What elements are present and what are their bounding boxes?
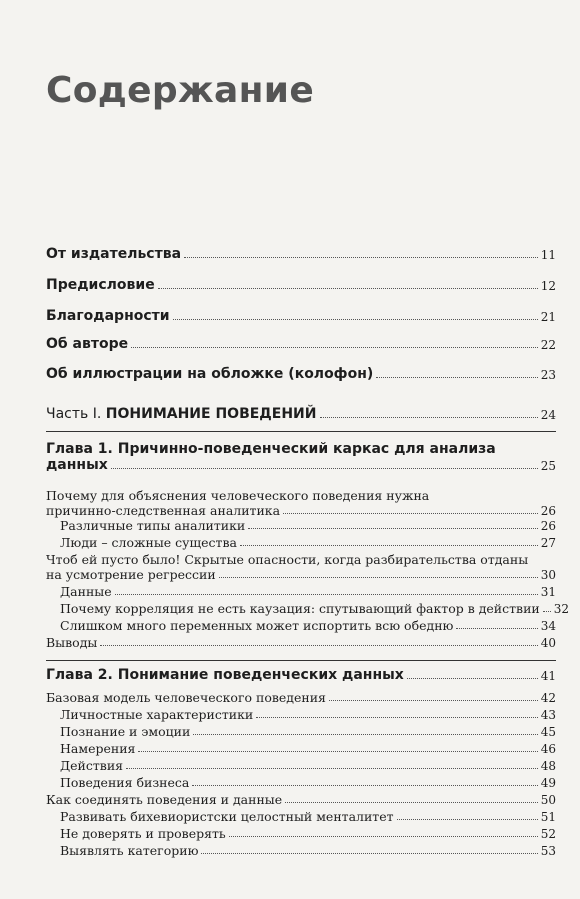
- subsection-title: Личностные характеристики: [60, 707, 254, 722]
- toc-part-title: [46, 406, 317, 422]
- toc-entry-page: 24: [540, 408, 556, 422]
- toc-subsection-business-behaviors[interactable]: [60, 775, 556, 790]
- leader-dots: [240, 545, 538, 546]
- toc-subsection-complex-beings[interactable]: [60, 535, 556, 550]
- toc-section-conclusions[interactable]: [46, 635, 556, 650]
- toc-subsection-verify[interactable]: [60, 826, 556, 841]
- toc-subsection-analytics-types[interactable]: [60, 518, 556, 533]
- section-title: Базовая модель человеческого поведения: [46, 690, 326, 705]
- subsection-title: Люди – сложные существа: [60, 535, 237, 550]
- leader-dots: [543, 611, 551, 612]
- subsection-title: Намерения: [60, 741, 136, 756]
- subsection-title: Выявлять категорию: [60, 843, 199, 858]
- subsection-title: Развивать бихевиористски целостный менталитет: [60, 809, 394, 824]
- toc-entry-title: Благодарности: [46, 308, 170, 324]
- leader-dots: [184, 257, 538, 258]
- leader-dots: [256, 717, 537, 718]
- leader-dots: [285, 802, 538, 803]
- toc-entry-page: 12: [540, 279, 556, 293]
- chapter-title: Глава 2. Понимание поведенческих данных: [46, 667, 404, 683]
- toc-entry-page: 40: [540, 636, 556, 650]
- toc-chapter-2[interactable]: [46, 667, 556, 683]
- toc-subsection-cognition[interactable]: [60, 724, 556, 739]
- leader-dots: [131, 347, 538, 348]
- toc-entry-page: 30: [540, 568, 556, 582]
- section-title: Как соединять поведения и данные: [46, 792, 283, 807]
- toc-subsection-intentions[interactable]: [60, 741, 556, 756]
- toc-subsection-category[interactable]: [60, 843, 556, 858]
- section-title-line1: Чтоб ей пусто было! Скрытые опасности, когда разбирательства отданы: [46, 552, 529, 567]
- leader-dots: [320, 417, 538, 418]
- part-prefix: Часть I.: [46, 406, 106, 422]
- toc-entry-page: 46: [540, 742, 556, 756]
- toc-entry-title: От издательства: [46, 246, 182, 262]
- toc-entry-page: 21: [540, 310, 556, 324]
- subsection-title: Почему корреляция не есть каузация: спутывающий фактор в действии: [60, 601, 540, 616]
- toc-entry-page: 31: [540, 585, 556, 599]
- toc-subsection-too-many-variables[interactable]: [60, 618, 556, 633]
- leader-dots: [456, 628, 537, 629]
- section-title-line1: Почему для объяснения человеческого поведения нужна: [46, 488, 430, 503]
- subsection-title: Слишком много переменных может испортить всю обедню: [60, 618, 454, 633]
- leader-dots: [229, 836, 538, 837]
- leader-dots: [158, 288, 538, 289]
- subsection-title: Различные типы аналитики: [60, 518, 246, 533]
- toc-entry-page: 43: [540, 708, 556, 722]
- toc-chapter-1[interactable]: [46, 441, 556, 473]
- toc-subsection-mindset[interactable]: [60, 809, 556, 824]
- leader-dots: [111, 468, 538, 469]
- toc-subsection-personality[interactable]: [60, 707, 556, 722]
- toc-entry-page: 26: [540, 504, 556, 518]
- toc-entry-page: 25: [540, 459, 556, 473]
- chapter-title-line1: Глава 1. Причинно-поведенческий каркас для анализа: [46, 441, 496, 457]
- toc-entry-page: 53: [540, 844, 556, 858]
- subsection-title: Познание и эмоции: [60, 724, 191, 739]
- toc-subsection-correlation[interactable]: [60, 601, 570, 616]
- toc-entry-page: 52: [540, 827, 556, 841]
- leader-dots: [115, 594, 538, 595]
- toc-entry-page: 23: [540, 368, 556, 382]
- toc-section-regression-dangers[interactable]: [46, 552, 556, 582]
- toc-entry-about-author[interactable]: [46, 336, 556, 352]
- leader-dots: [219, 577, 538, 578]
- toc-section-connect-behaviors[interactable]: [46, 792, 556, 807]
- leader-dots: [126, 768, 538, 769]
- leader-dots: [173, 319, 538, 320]
- toc-entry-preface[interactable]: [46, 277, 556, 293]
- toc-entry-page: 49: [540, 776, 556, 790]
- leader-dots: [283, 513, 538, 514]
- section-title-line2: причинно-следственная аналитика: [46, 503, 281, 518]
- leader-dots: [138, 751, 537, 752]
- toc-section-causal-analytics[interactable]: [46, 488, 556, 518]
- section-title: Выводы: [46, 635, 98, 650]
- section-title-line2: на усмотрение регрессии: [46, 567, 216, 582]
- toc-entry-page: 22: [540, 338, 556, 352]
- toc-entry-page: 42: [540, 691, 556, 705]
- part-name: ПОНИМАНИЕ ПОВЕДЕНИЙ: [105, 406, 317, 422]
- leader-dots: [329, 700, 538, 701]
- toc-entry-page: 27: [540, 536, 556, 550]
- toc-entry-acknowledgements[interactable]: [46, 308, 556, 324]
- page-title: Содержание: [46, 70, 315, 111]
- toc-entry-page: 11: [540, 248, 556, 262]
- toc-part-1[interactable]: [46, 406, 556, 422]
- toc-entry-page: 45: [540, 725, 556, 739]
- toc-entry-publisher[interactable]: [46, 246, 556, 262]
- leader-dots: [192, 785, 537, 786]
- subsection-title: Данные: [60, 584, 112, 599]
- leader-dots: [407, 678, 538, 679]
- leader-dots: [100, 645, 537, 646]
- toc-entry-colophon[interactable]: [46, 366, 556, 382]
- leader-dots: [248, 528, 537, 529]
- leader-dots: [193, 734, 537, 735]
- part-divider-rule: [46, 431, 556, 432]
- toc-entry-title: Об иллюстрации на обложке (колофон): [46, 366, 374, 382]
- subsection-title: Не доверять и проверять: [60, 826, 226, 841]
- toc-subsection-actions[interactable]: [60, 758, 556, 773]
- leader-dots: [201, 853, 537, 854]
- toc-section-base-model[interactable]: [46, 690, 556, 705]
- toc-entry-page: 34: [540, 619, 556, 633]
- leader-dots: [376, 377, 537, 378]
- toc-entry-page: 48: [540, 759, 556, 773]
- toc-entry-title: Об авторе: [46, 336, 129, 352]
- subsection-title: Поведения бизнеса: [60, 775, 190, 790]
- subsection-title: Действия: [60, 758, 124, 773]
- toc-entry-page: 41: [540, 669, 556, 683]
- toc-subsection-data[interactable]: [60, 584, 556, 599]
- chapter-divider-rule: [46, 660, 556, 661]
- chapter-title-line2: данных: [46, 457, 108, 473]
- toc-entry-page: 50: [540, 793, 556, 807]
- toc-entry-title: Предисловие: [46, 277, 155, 293]
- toc-entry-page: 32: [553, 602, 570, 616]
- toc-entry-page: 26: [540, 519, 556, 533]
- leader-dots: [397, 819, 538, 820]
- toc-entry-page: 51: [540, 810, 556, 824]
